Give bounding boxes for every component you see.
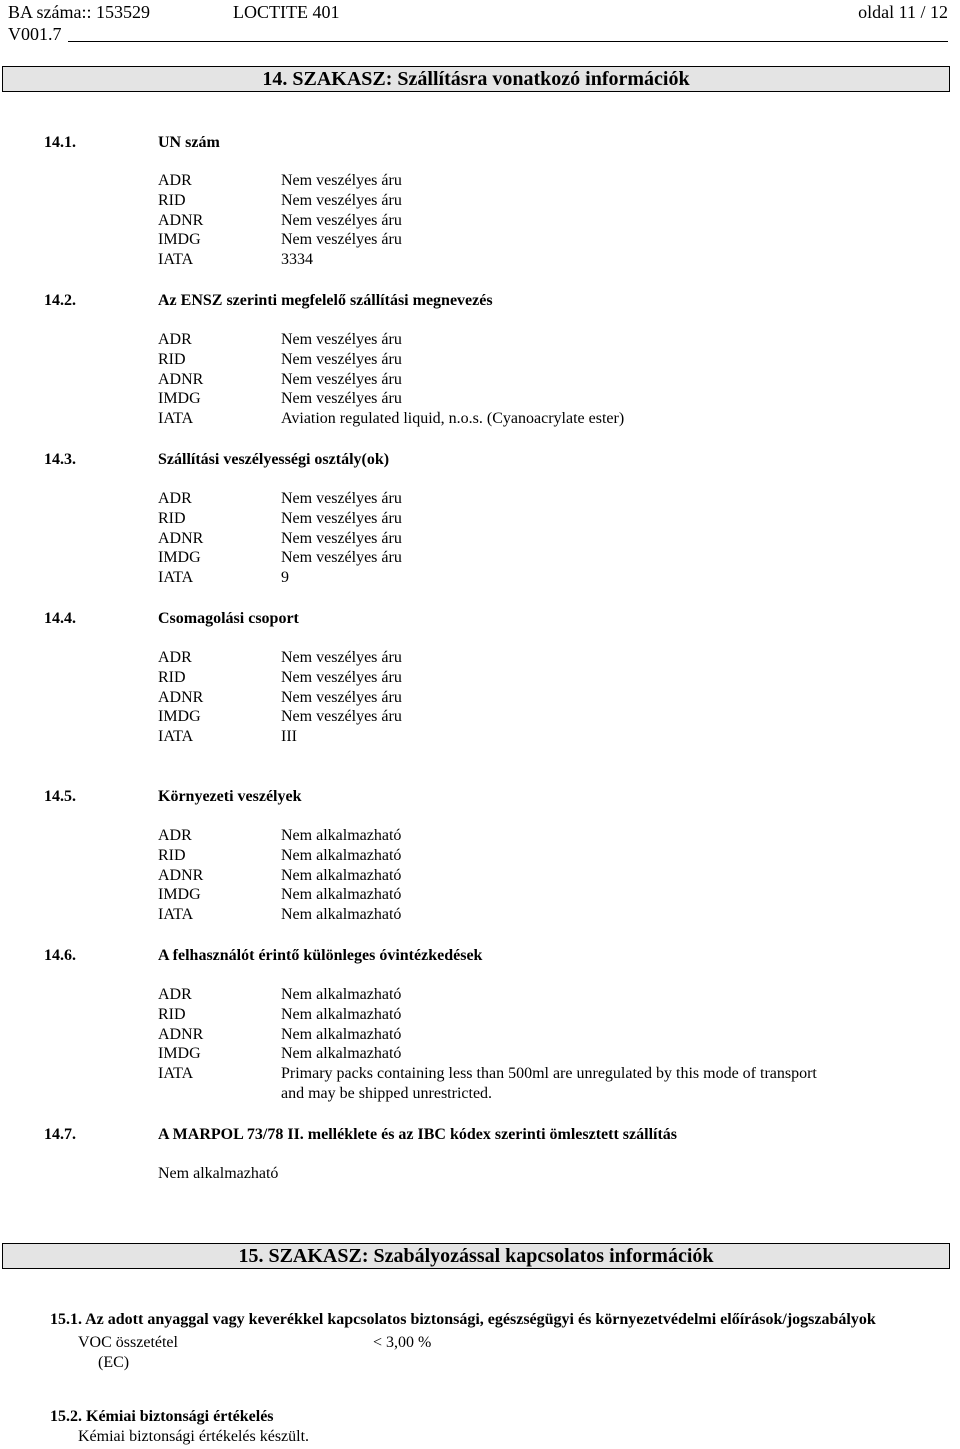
section-number: 14.5. <box>44 788 76 805</box>
voc-label: VOC összetétel <box>78 1334 178 1351</box>
transport-mode: ADR <box>158 986 192 1003</box>
transport-value: Nem veszélyes áru <box>281 390 402 408</box>
transport-value: Nem veszélyes áru <box>281 231 402 249</box>
transport-value: Nem veszélyes áru <box>281 708 402 726</box>
transport-value: and may be shipped unrestricted. <box>281 1084 493 1102</box>
transport-value: Nem alkalmazható <box>281 906 402 924</box>
transport-mode: ADR <box>158 331 192 348</box>
ba-number: BA száma:: 153529 <box>8 2 150 22</box>
section-15-2-heading: 15.2. Kémiai biztonsági értékelés <box>50 1408 274 1425</box>
transport-value: Nem alkalmazható <box>281 886 402 904</box>
transport-mode: ADR <box>158 827 192 844</box>
transport-mode: IMDG <box>158 886 201 904</box>
section-number: 14.1. <box>44 134 76 151</box>
section-15-title: 15. SZAKASZ: Szabályozással kapcsolatos információk <box>238 1245 714 1267</box>
transport-value: 3334 <box>281 251 313 269</box>
section-number: 14.6. <box>44 947 76 964</box>
transport-mode: IATA <box>158 1065 194 1083</box>
transport-mode: IMDG <box>158 549 201 567</box>
voc-sub: (EC) <box>98 1354 130 1371</box>
transport-mode: IMDG <box>158 390 201 408</box>
transport-value: Nem veszélyes áru <box>281 649 402 666</box>
transport-value: Nem alkalmazható <box>281 1005 402 1023</box>
section-15-banner <box>2 1243 950 1269</box>
transport-mode: ADNR <box>158 866 204 884</box>
section-title: Környezeti veszélyek <box>158 788 302 805</box>
section-14-title: 14. SZAKASZ: Szállításra vonatkozó információk <box>262 68 690 90</box>
transport-value: Nem veszélyes áru <box>281 191 402 209</box>
section-number: 14.2. <box>44 292 76 309</box>
transport-mode: IATA <box>158 728 194 746</box>
transport-mode: IATA <box>158 251 194 269</box>
transport-mode: IMDG <box>158 231 201 249</box>
transport-value: Aviation regulated liquid, n.o.s. (Cyanoacrylate ester) <box>281 410 625 428</box>
transport-value: Nem veszélyes áru <box>281 668 402 686</box>
section-title: Csomagolási csoport <box>158 610 299 627</box>
transport-value: III <box>281 728 297 746</box>
transport-value: Nem veszélyes áru <box>281 211 402 229</box>
section-number: 14.3. <box>44 451 76 468</box>
transport-value: Nem veszélyes áru <box>281 350 402 368</box>
transport-value: Primary packs containing less than 500ml are unregulated by this mode of transport <box>281 1065 817 1083</box>
transport-mode: ADR <box>158 172 192 189</box>
transport-value: Nem veszélyes áru <box>281 370 402 388</box>
transport-value: Nem alkalmazható <box>281 827 402 844</box>
product-name: LOCTITE 401 <box>233 2 340 22</box>
transport-value: Nem alkalmazható <box>281 866 402 884</box>
section-number: 14.7. <box>44 1126 76 1143</box>
transport-mode: IATA <box>158 906 194 924</box>
transport-mode: ADNR <box>158 1025 204 1043</box>
transport-value: Nem veszélyes áru <box>281 529 402 547</box>
section-title: A MARPOL 73/78 II. melléklete és az IBC kódex szerinti ömlesztett szállítás <box>158 1126 678 1143</box>
transport-mode: RID <box>158 846 186 864</box>
section-title: A felhasználót érintő különleges óvintézkedések <box>158 947 483 964</box>
transport-value: Nem veszélyes áru <box>281 172 402 189</box>
section-14-7-text: Nem alkalmazható <box>158 1165 279 1182</box>
transport-mode: ADNR <box>158 688 204 706</box>
section-title: UN szám <box>158 134 220 151</box>
transport-mode: RID <box>158 668 186 686</box>
section-15-2-text: Kémiai biztonsági értékelés készült. <box>78 1428 310 1445</box>
transport-value: Nem veszélyes áru <box>281 549 402 567</box>
transport-mode: ADNR <box>158 529 204 547</box>
transport-mode: ADR <box>158 490 192 507</box>
transport-mode: ADR <box>158 649 192 666</box>
transport-value: Nem veszélyes áru <box>281 490 402 507</box>
transport-mode: IATA <box>158 569 194 587</box>
transport-value: Nem alkalmazható <box>281 846 402 864</box>
version: V001.7 <box>8 24 62 44</box>
transport-value: Nem alkalmazható <box>281 986 402 1003</box>
transport-value: 9 <box>281 569 289 587</box>
transport-mode: ADNR <box>158 211 204 229</box>
voc-value: < 3,00 % <box>373 1334 432 1351</box>
header-divider <box>68 41 948 42</box>
transport-value: Nem veszélyes áru <box>281 688 402 706</box>
transport-mode: RID <box>158 1005 186 1023</box>
transport-mode: IMDG <box>158 708 201 726</box>
transport-value: Nem alkalmazható <box>281 1045 402 1063</box>
transport-value: Nem alkalmazható <box>281 1025 402 1043</box>
transport-value: Nem veszélyes áru <box>281 509 402 527</box>
page-number: oldal 11 / 12 <box>858 2 948 22</box>
section-title: Szállítási veszélyességi osztály(ok) <box>158 451 390 468</box>
transport-mode: RID <box>158 191 186 209</box>
section-title: Az ENSZ szerinti megfelelő szállítási megnevezés <box>158 292 493 309</box>
section-14-banner <box>2 66 950 92</box>
transport-value: Nem veszélyes áru <box>281 331 402 348</box>
transport-mode: IMDG <box>158 1045 201 1063</box>
transport-mode: ADNR <box>158 370 204 388</box>
section-15-1-heading: 15.1. Az adott anyaggal vagy keverékkel kapcsolatos biztonsági, egészségügyi és környezetvédelmi előírások/jogszabályok <box>50 1311 876 1328</box>
transport-mode: RID <box>158 350 186 368</box>
section-number: 14.4. <box>44 610 76 627</box>
transport-mode: IATA <box>158 410 194 428</box>
transport-mode: RID <box>158 509 186 527</box>
